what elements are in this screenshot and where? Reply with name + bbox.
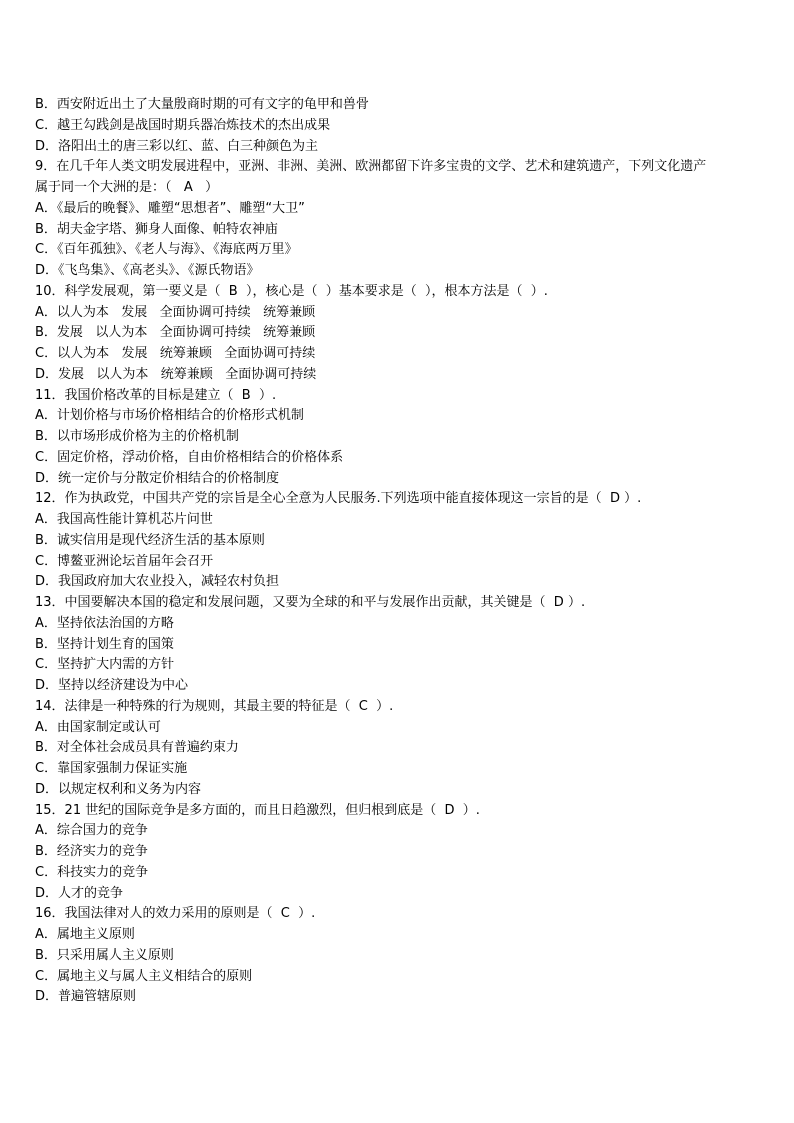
question-9-stem-continued: 属于同一个大洲的是：（ A ） xyxy=(35,180,219,195)
question-12-option-a: A．我国高性能计算机芯片问世 xyxy=(35,512,213,527)
question-15-option-c: C．科技实力的竞争 xyxy=(35,864,149,880)
question-15-stem: 15．21 世纪的国际竞争是多方面的，而且日趋激烈，但归根到底是（ D ）. xyxy=(35,802,480,818)
question-14-option-d: D．以规定权利和义务为内容 xyxy=(35,781,202,797)
question-8-option-b: B．西安附近出土了大量殷商时期的可有文字的龟甲和兽骨 xyxy=(35,97,369,112)
question-13-option-d: D．坚持以经济建设为中心 xyxy=(35,678,189,693)
question-8-option-c: C．越王勾践剑是战国时期兵器冶炼技术的杰出成果 xyxy=(35,117,331,133)
question-12-option-d: D．我国政府加大农业投入，减轻农村负担 xyxy=(35,574,280,590)
question-11-stem: 11．我国价格改革的目标是建立（ B ）. xyxy=(35,387,277,403)
question-13-stem: 13．中国要解决本国的稳定和发展问题，又要为全球的和平与发展作出贡献，其关键是（ D ）. xyxy=(35,595,586,610)
question-8-option-d: D．洛阳出土的唐三彩以红、蓝、白三种颜色为主 xyxy=(35,138,319,154)
question-9-option-a: A．《最后的晚餐》、雕塑“思想者”、雕塑“大卫” xyxy=(35,200,305,216)
question-10-stem: 10．科学发展观，第一要义是（ B ），核心是（ ）基本要求是（ ），根本方法是（ ）. xyxy=(35,283,548,299)
question-15-option-b: B．经济实力的竞争 xyxy=(35,844,148,859)
question-13-option-c: C．坚持扩大内需的方针 xyxy=(35,657,175,673)
question-14-option-b: B．对全体社会成员具有普遍约束力 xyxy=(35,740,239,756)
question-11-option-a: A．计划价格与市场价格相结合的价格形式机制 xyxy=(35,408,304,424)
question-10-option-d: D．发展 以人为本 统筹兼顾 全面协调可持续 xyxy=(35,366,317,382)
question-11-option-c: C．固定价格，浮动价格，自由价格相结合的价格体系 xyxy=(35,449,344,465)
question-14-stem: 14．法律是一种特殊的行为规则，其最主要的特征是（ C ）. xyxy=(35,698,394,714)
question-16-option-b: B．只采用属人主义原则 xyxy=(35,947,174,963)
question-16-stem: 16．我国法律对人的效力采用的原则是（ C ）. xyxy=(35,906,316,922)
question-9-option-b: B．胡夫金字塔、狮身人面像、帕特农神庙 xyxy=(35,221,278,237)
question-9-option-d: D．《飞鸟集》、《高老头》、《源氏物语》 xyxy=(35,263,260,278)
question-11-option-b: B．以市场形成价格为主的价格机制 xyxy=(35,429,239,444)
question-13-option-b: B．坚持计划生育的国策 xyxy=(35,636,174,652)
question-9-option-c: C．《百年孤独》、《老人与海》、《海底两万里》 xyxy=(35,242,298,258)
question-16-option-a: A．属地主义原则 xyxy=(35,927,135,942)
question-13-option-a: A．坚持依法治国的方略 xyxy=(35,615,174,631)
question-10-option-a: A．以人为本 发展 全面协调可持续 统筹兼顾 xyxy=(35,304,316,320)
question-12-option-b: B．诚实信用是现代经济生活的基本原则 xyxy=(35,532,265,548)
question-14-option-c: C．靠国家强制力保证实施 xyxy=(35,761,188,776)
question-15-option-d: D．人才的竞争 xyxy=(35,885,124,901)
question-11-option-d: D．统一定价与分散定价相结合的价格制度 xyxy=(35,470,280,486)
question-9-stem: 9．在几千年人类文明发展进程中，亚洲、非洲、美洲、欧洲都留下许多宝贵的文学、艺术和建筑遗产，下列文化遗产 xyxy=(35,159,707,175)
question-10-option-c: C．以人为本 发展 统筹兼顾 全面协调可持续 xyxy=(35,346,316,361)
question-14-option-a: A．由国家制定或认可 xyxy=(35,719,161,735)
question-15-option-a: A．综合国力的竞争 xyxy=(35,823,148,839)
document-body xyxy=(35,95,765,1008)
question-16-option-c: C．属地主义与属人主义相结合的原则 xyxy=(35,968,253,984)
question-12-option-c: C．博鳌亚洲论坛首届年会召开 xyxy=(35,553,214,569)
question-16-option-d: D．普遍管辖原则 xyxy=(35,989,137,1005)
question-12-stem: 12．作为执政党，中国共产党的宗旨是全心全意为人民服务.下列选项中能直接体现这一宗旨的是（ D ）. xyxy=(35,491,642,507)
question-10-option-b: B．发展 以人为本 全面协调可持续 统筹兼顾 xyxy=(35,325,316,341)
